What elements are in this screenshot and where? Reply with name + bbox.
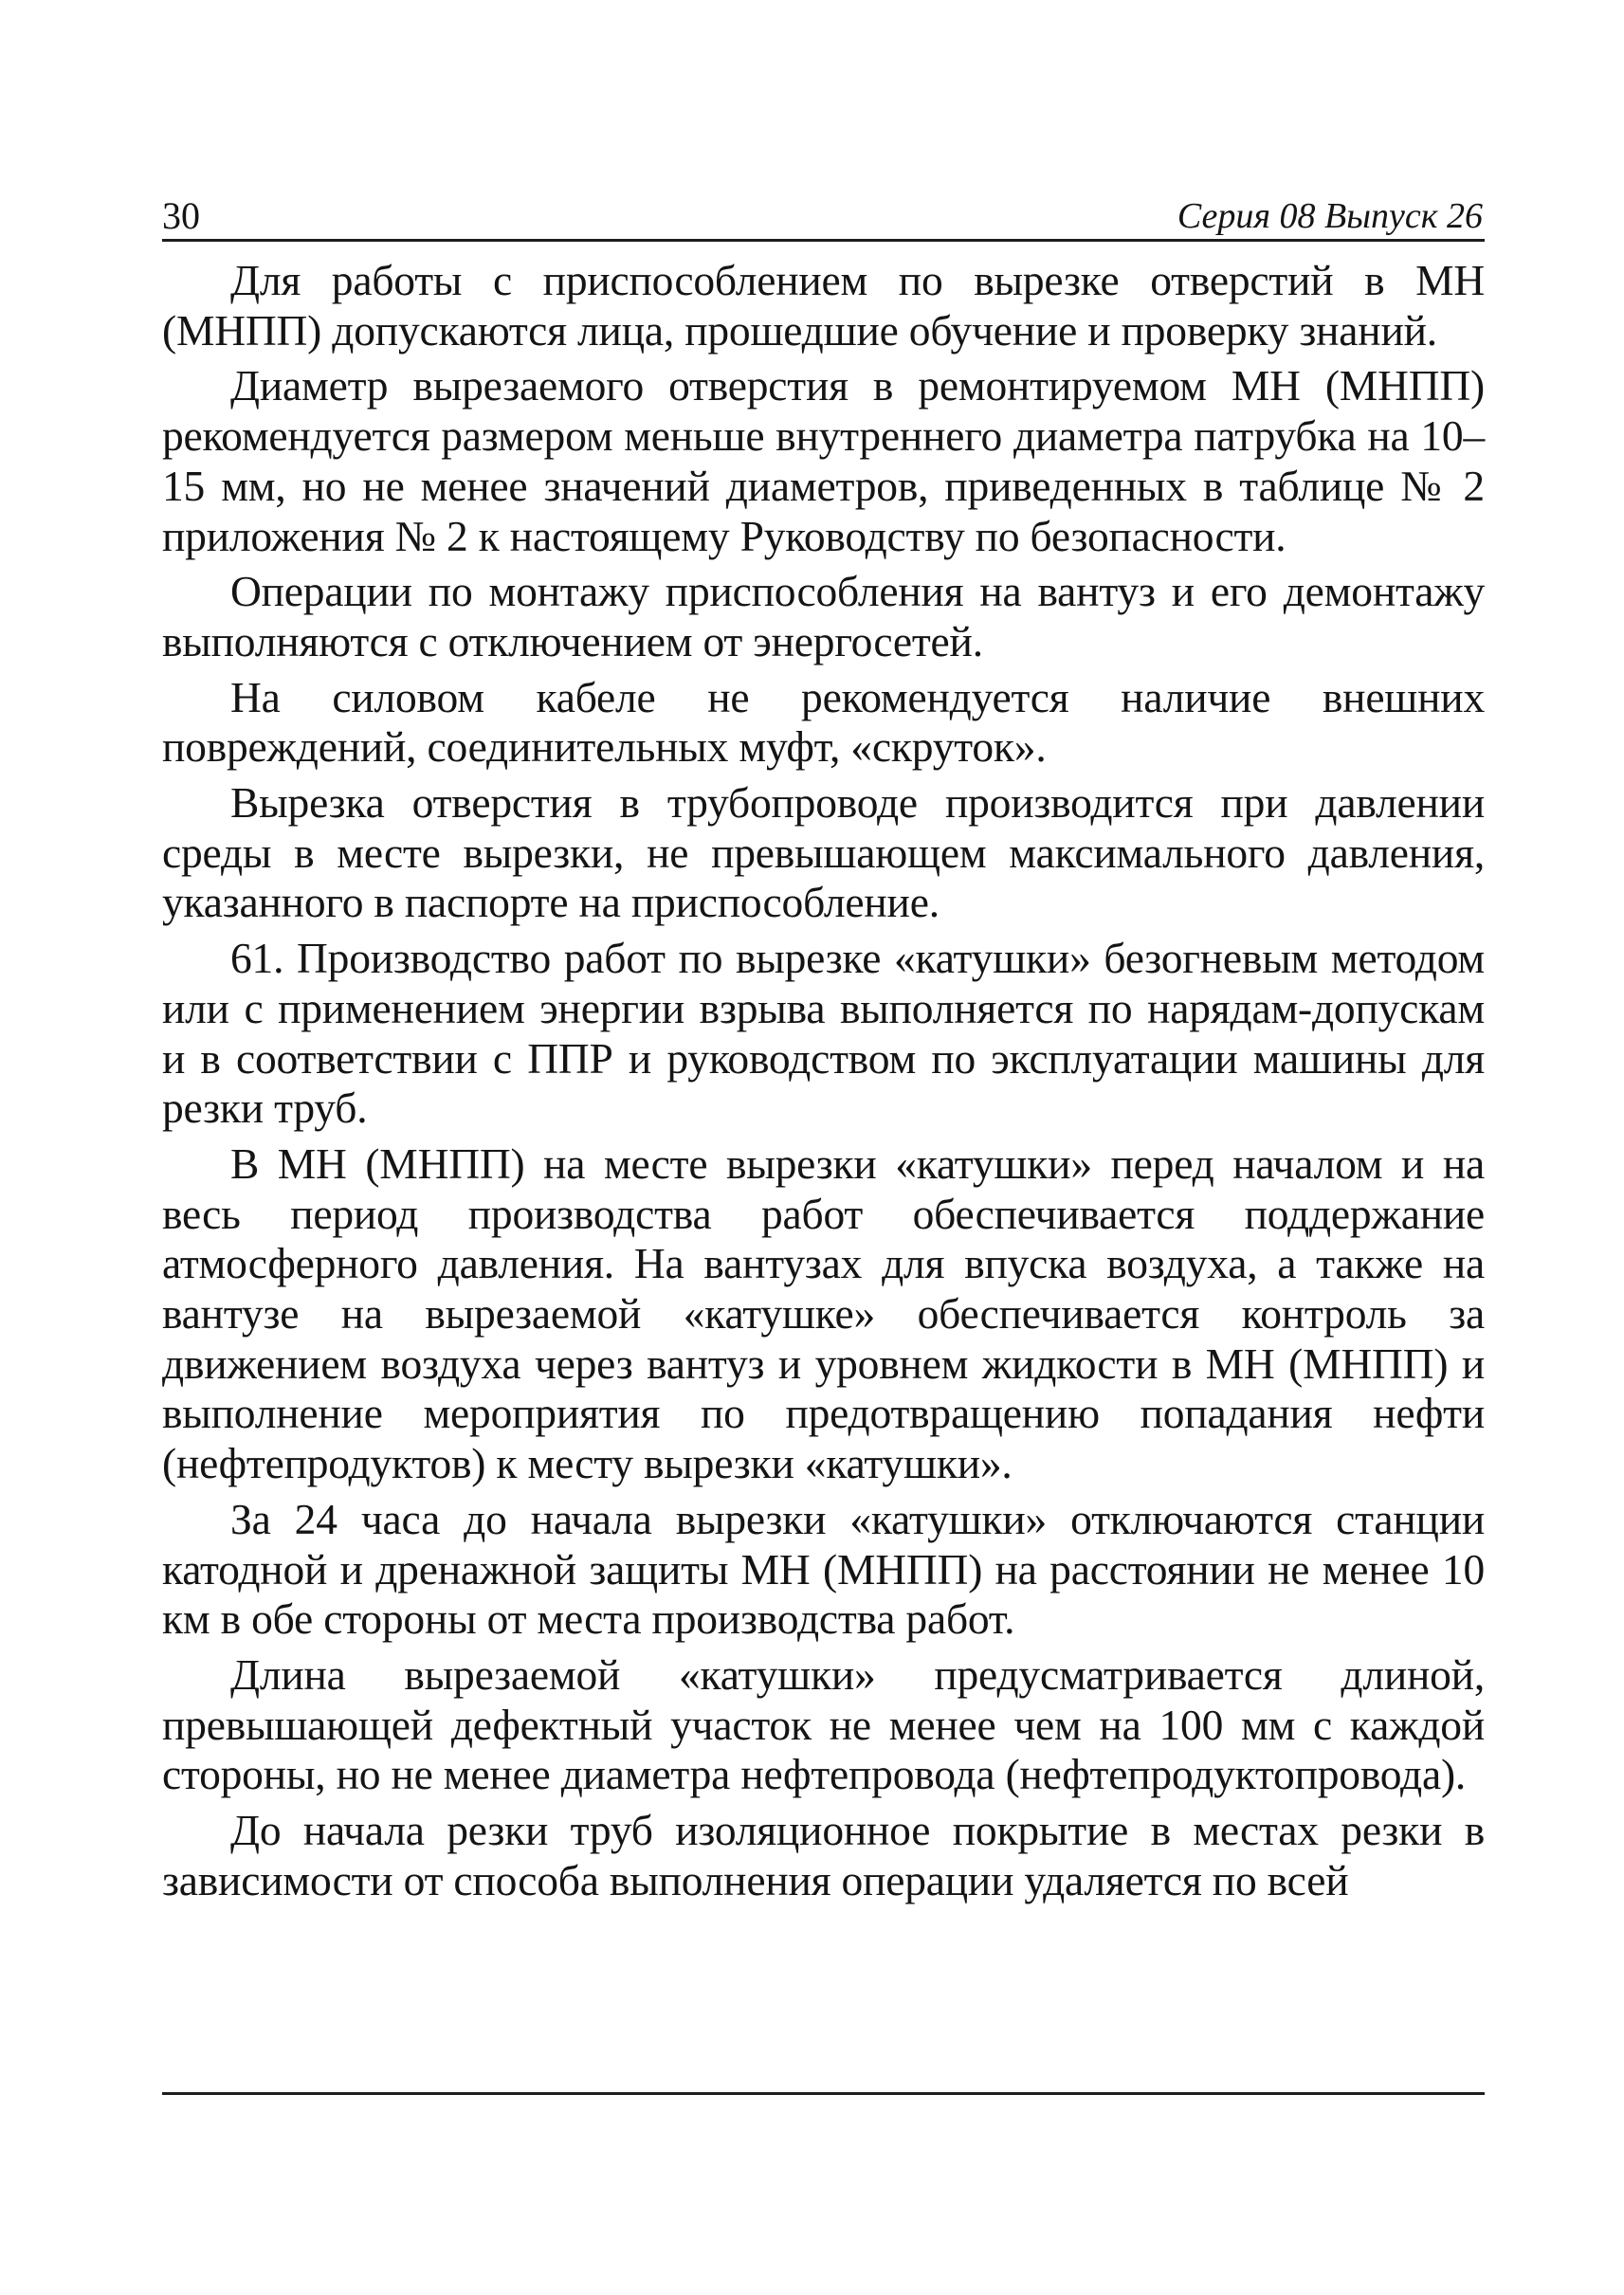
paragraph-mounting: Операции по монтажу приспособления на вантуз и его демонтажу выполняются с отключением от энергосетей. <box>162 567 1485 665</box>
paragraph-power-cable: На силовом кабеле не рекомендуется наличие внешних повреждений, соединительных муфт, «скруток». <box>162 672 1485 772</box>
paragraph-spool-length: Длина вырезаемой «катушки» предусматривается длиной, превышающей дефектный участок не менее чем на 100 мм с каждой стороны, но не менее диаметра нефтепровода (нефтепродуктопровода). <box>162 1649 1485 1799</box>
paragraph-hole-diameter: Диаметр вырезаемого отверстия в ремонтируемом МН (МНПП) рекомендуется размером меньше внутреннего диаметра патрубка на 10–15 мм, но не менее значений диаметров, приведенных в таблице № 2 приложения № 2 к настоящему Руководству по безопасности. <box>162 361 1485 560</box>
page-number: 30 <box>162 194 200 237</box>
body-text <box>162 256 1485 1912</box>
series-title: Серия 08 Выпуск 26 <box>1177 196 1483 236</box>
running-header <box>162 182 1485 242</box>
paragraph-atmospheric-pressure: В МН (МНПП) на месте вырезки «катушки» перед началом и на весь период производства работ обеспечивается поддержание атмосферного давления. На вантузах для впуска воздуха, а также на вантузе на вырезаемой «катушке» обеспечивается контроль за движением воздуха через вантуз и уровнем жидкости в МН (МНПП) и выполнение мероприятия по предотвращению попадания нефти (нефтепродуктов) к месту вырезки «катушки». <box>162 1138 1485 1488</box>
paragraph-section-61: 61. Производство работ по вырезке «катушки» безогневым методом или с применением энергии взрыва выполняется по нарядам-допускам и в соответствии с ППР и руководством по эксплуатации машины для резки труб. <box>162 934 1485 1133</box>
paragraph-insulation-removal: До начала резки труб изоляционное покрытие в местах резки в зависимости от способа выполнения операции удаляется по всей <box>162 1806 1485 1904</box>
paragraph-cathodic-protection: За 24 часа до начала вырезки «катушки» отключаются станции катодной и дренажной защиты МН (МНПП) на расстоянии не менее 10 км в обе стороны от места производства работ. <box>162 1494 1485 1644</box>
paragraph-cutting-pressure: Вырезка отверстия в трубопроводе производится при давлении среды в месте вырезки, не превышающем максимального давления, указанного в паспорте на приспособление. <box>162 778 1485 927</box>
bottom-rule <box>162 2092 1485 2095</box>
paragraph-training: Для работы с приспособлением по вырезке отверстий в МН (МНПП) допускаются лица, прошедшие обучение и проверку знаний. <box>162 256 1485 355</box>
